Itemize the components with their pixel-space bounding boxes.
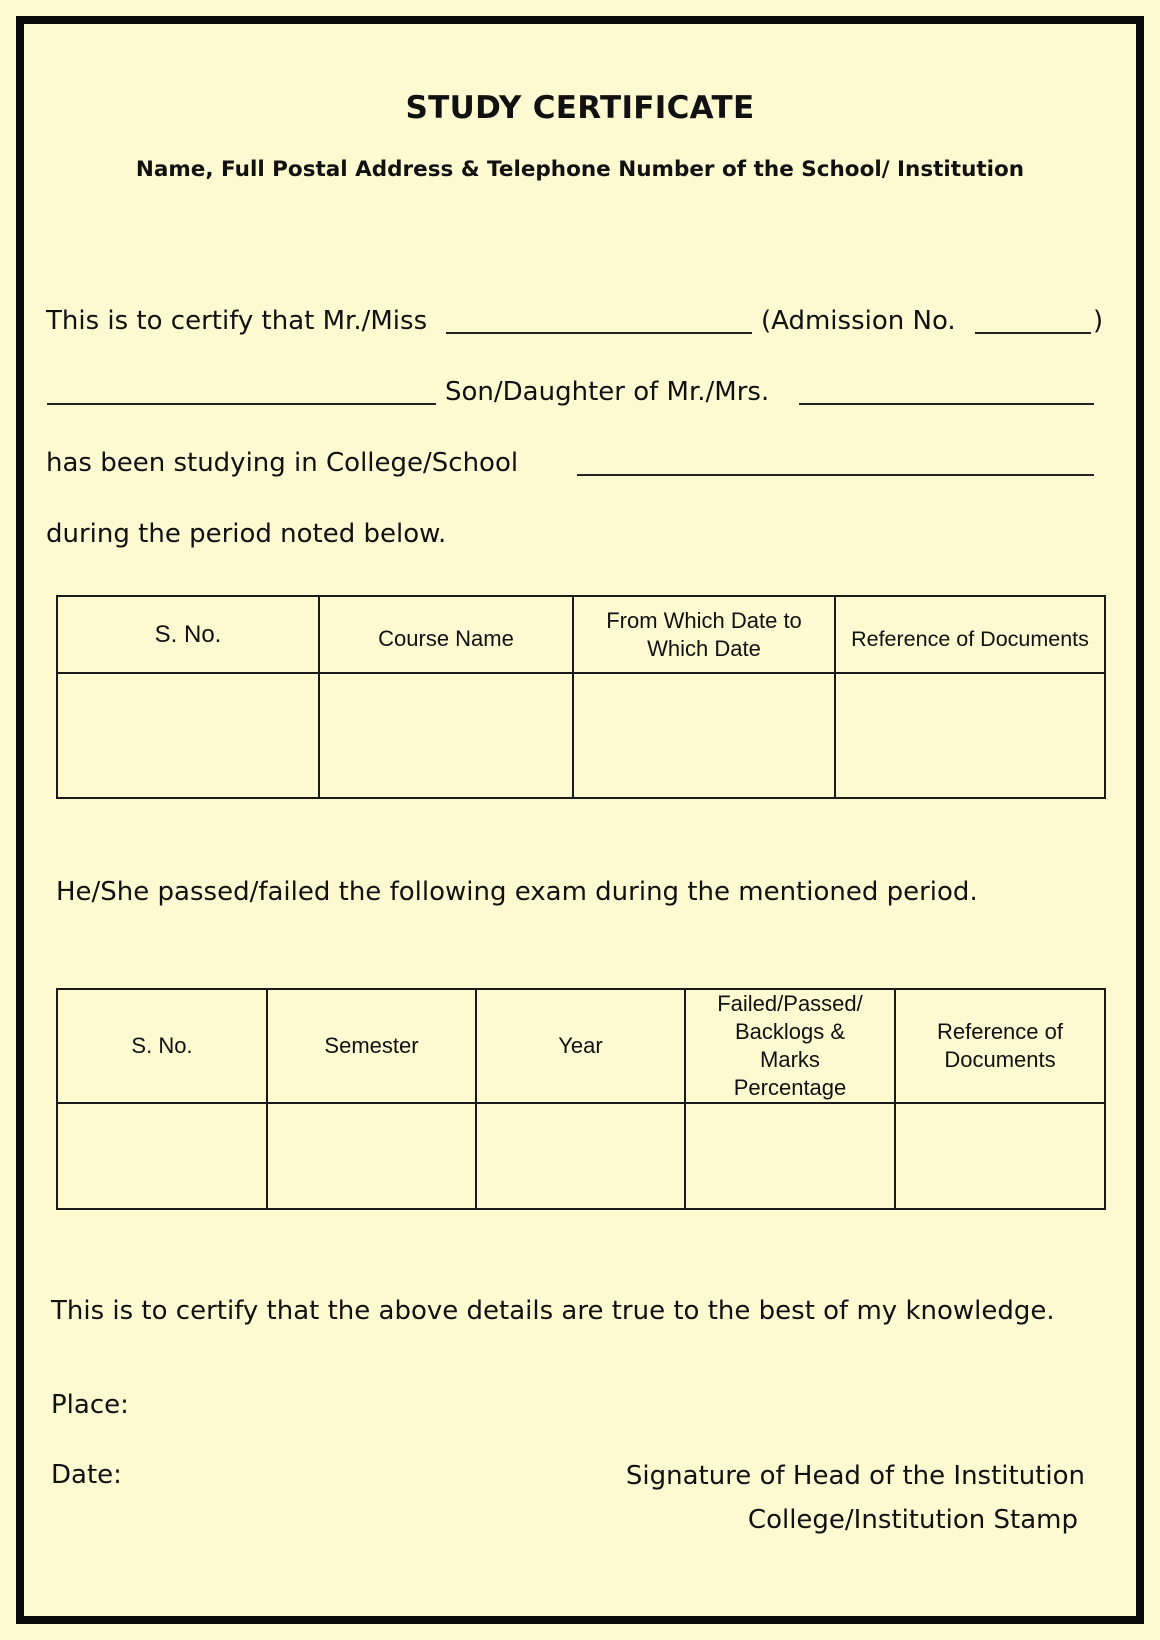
date-label: Date: bbox=[51, 1460, 122, 1490]
column-header-course-name: Course Name bbox=[319, 596, 573, 673]
college-school-field[interactable] bbox=[577, 474, 1094, 476]
parent-name-field[interactable] bbox=[799, 403, 1094, 405]
studying-in-label: has been studying in College/School bbox=[46, 448, 519, 478]
cell-semester[interactable] bbox=[267, 1103, 476, 1209]
column-header-date-range: From Which Date to Which Date bbox=[573, 596, 835, 673]
exam-statement: He/She passed/failed the following exam during the mentioned period. bbox=[56, 877, 978, 907]
page-title: STUDY CERTIFICATE bbox=[405, 90, 755, 126]
student-name-continued-field[interactable] bbox=[47, 403, 436, 405]
certificate-border bbox=[16, 16, 1144, 1624]
admission-no-close-paren: ) bbox=[1093, 306, 1104, 336]
table-row bbox=[57, 1103, 1105, 1209]
exams-table bbox=[56, 988, 1106, 1210]
cell-course-name[interactable] bbox=[319, 673, 573, 798]
cell-year[interactable] bbox=[476, 1103, 685, 1209]
column-header-sno: S. No. bbox=[57, 989, 267, 1103]
period-noted-text: during the period noted below. bbox=[46, 519, 447, 549]
column-header-result: Failed/Passed/ Backlogs & Marks Percentage bbox=[685, 989, 895, 1103]
cell-reference[interactable] bbox=[895, 1103, 1105, 1209]
courses-table bbox=[56, 595, 1106, 799]
admission-no-label: (Admission No. bbox=[761, 306, 956, 336]
cell-sno[interactable] bbox=[57, 673, 319, 798]
column-header-reference: Reference of Documents bbox=[835, 596, 1105, 673]
institution-details-heading: Name, Full Postal Address & Telephone Number of the School/ Institution bbox=[135, 157, 1025, 182]
column-header-reference: Reference of Documents bbox=[895, 989, 1105, 1103]
table-header-row bbox=[57, 596, 1105, 673]
signature-label: Signature of Head of the Institution bbox=[625, 1461, 1085, 1491]
cell-result[interactable] bbox=[685, 1103, 895, 1209]
certify-text-prefix: This is to certify that Mr./Miss bbox=[46, 306, 428, 336]
cell-reference[interactable] bbox=[835, 673, 1105, 798]
place-label: Place: bbox=[51, 1390, 129, 1420]
table-row bbox=[57, 673, 1105, 798]
cell-date-range[interactable] bbox=[573, 673, 835, 798]
student-name-field[interactable] bbox=[446, 332, 752, 334]
cell-sno[interactable] bbox=[57, 1103, 267, 1209]
stamp-label: College/Institution Stamp bbox=[747, 1505, 1078, 1535]
son-daughter-of-label: Son/Daughter of Mr./Mrs. bbox=[445, 377, 770, 407]
column-header-semester: Semester bbox=[267, 989, 476, 1103]
table-header-row bbox=[57, 989, 1105, 1103]
admission-no-field[interactable] bbox=[975, 332, 1091, 334]
column-header-year: Year bbox=[476, 989, 685, 1103]
declaration-text: This is to certify that the above details are true to the best of my knowledge. bbox=[51, 1296, 1055, 1326]
column-header-sno: S. No. bbox=[57, 596, 319, 673]
